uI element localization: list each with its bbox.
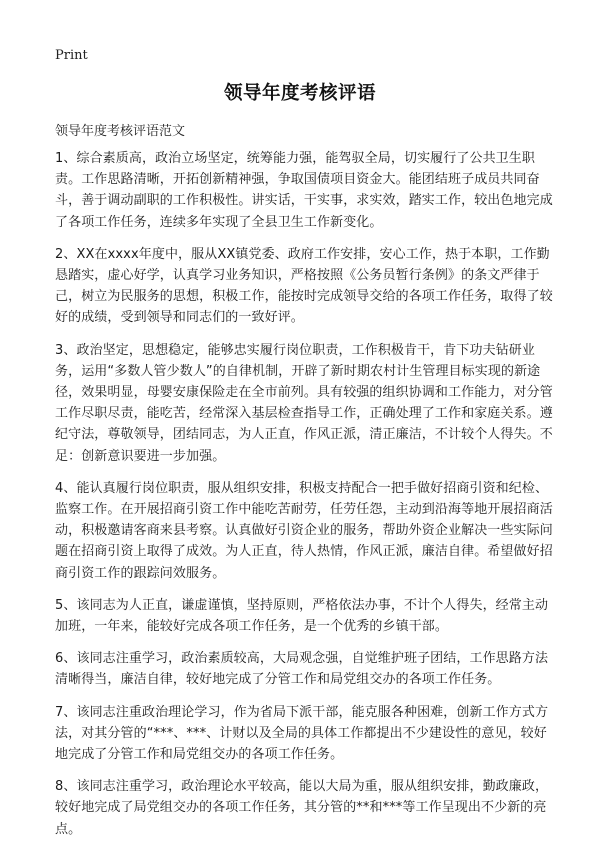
print-link[interactable]: Print: [55, 48, 88, 63]
document-subtitle: 领导年度考核评语范文: [55, 124, 186, 139]
paragraph-8: 8、该同志注重学习，政治理论水平较高，能以大局为重，服从组织安排，勤政廉政，较好地完成了局党组交办的各项工作任务，其分管的**和***等工作呈现出不少新的亮点。: [55, 779, 549, 837]
paragraph-2: 2、XX在xxxx年度中，服从XX镇党委、政府工作安排，安心工作，热于本职，工作勤恳踏实，虚心好学，认真学习业务知识，严格按照《公务员暂行条例》的条文严律于己，树立为民服务的思想，积极工作，能按时完成领导交给的各项工作任务，取得了较好的成绩，受到领导和同志们的一致好评。: [55, 246, 553, 326]
page-title: 领导年度考核评语: [223, 83, 376, 104]
paragraph-1: 1、综合素质高，政治立场坚定，统筹能力强，能驾驭全局，切实履行了公共卫生职责。工作思路清晰，开拓创新精神强，争取国债项目资金大。能团结班子成员共同奋斗，善于调动副职的工作积极性。讲实话，干实事，求实效，踏实工作，较出色地完成了各项工作任务，连续多年实现了全县卫生工作新变化。: [55, 151, 553, 230]
paragraph-5: 5、该同志为人正直，谦虚谨慎，坚持原则，严格依法办事，不计个人得失，经常主动加班，一年来，能较好完成各项工作任务，是一个优秀的乡镇干部。: [55, 597, 549, 635]
paragraph-3: 3、政治坚定，思想稳定，能够忠实履行岗位职责，工作积极肯干，肯下功夫钻研业务，运用“多数人管少数人”的自律机制，开辟了新时期农村计生管理目标实现的新途径，效果明显，母婴安康保险走在全市前列。具有较强的组织协调和工作能力，对分管工作尽职尽责，能吃苦，经常深入基层检查指导工作，正确处理了工作和家庭关系。遵纪守法，尊敬领导，团结同志，为人正直，作风正派，清正廉洁，不计较个人得失。不足：创新意识要进一步加强。: [55, 342, 553, 464]
paragraph-4: 4、能认真履行岗位职责，服从组织安排，积极支持配合一把手做好招商引资和纪检、监察工作。在开展招商引资工作中能吃苦耐劳，任劳任怨，主动到沿海等地开展招商活动，积极邀请客商来县考察。认真做好引资企业的服务，帮助外资企业解决一些实际问题在招商引资上取得了成效。为人正直，待人热情，作风正派，廉洁自律。希望做好招商引资工作的跟踪问效服务。: [55, 480, 553, 581]
document-body: [55, 148, 553, 851]
paragraph-7: 7、该同志注重政治理论学习，作为省局下派干部，能克服各种困难，创新工作方式方法，对其分管的“***、***、计财以及全局的具体工作都提出不少建设性的意见，较好地完成了分管工作和局党组交办的各项工作任务。: [55, 704, 549, 763]
paragraph-6: 6、该同志注重学习，政治素质较高，大局观念强，自觉维护班子团结，工作思路方法清晰得当，廉洁自律，较好地完成了分管工作和局党组交办的各项工作任务。: [55, 651, 549, 688]
